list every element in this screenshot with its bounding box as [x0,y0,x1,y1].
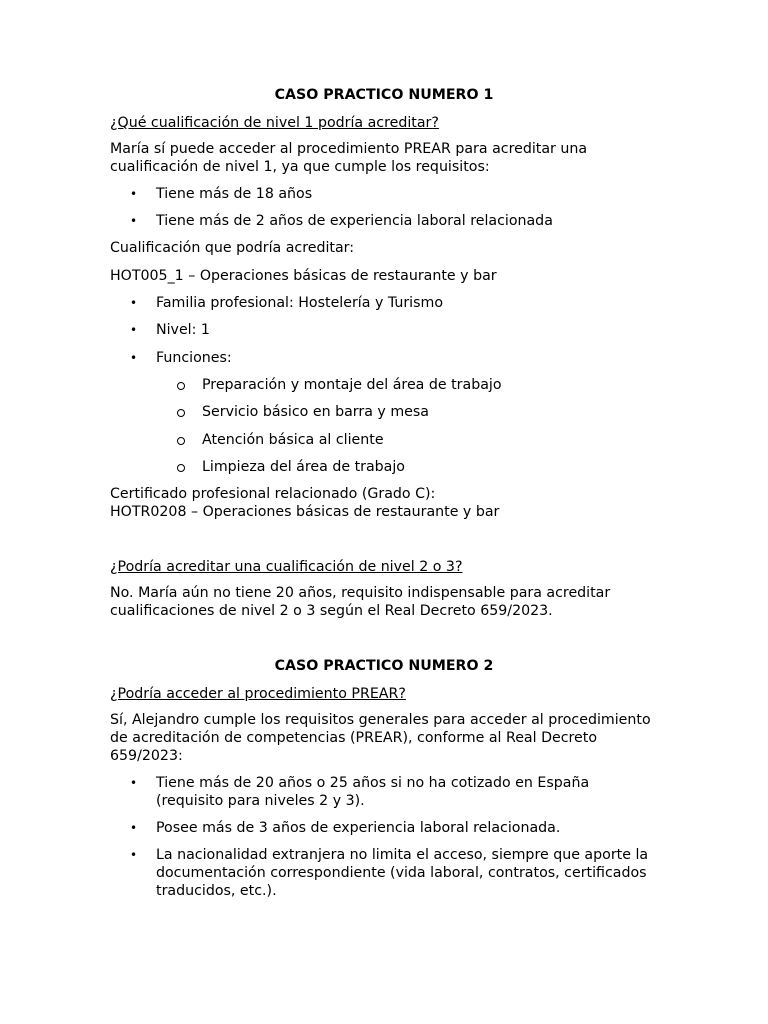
case1-function: Atención básica al cliente [202,432,384,448]
bullet-icon: • [130,323,138,337]
case1-detail: Nivel: 1 [156,322,210,338]
circle-bullet-icon [177,464,185,472]
case1-function: Servicio básico en barra y mesa [202,404,429,420]
case1-detail: Familia profesional: Hostelería y Turismo [156,295,444,311]
case1-function: Limpieza del área de trabajo [202,459,405,475]
case1-question-1: ¿Qué cualificación de nivel 1 podría acreditar? [110,115,439,131]
case2-requirement: La nacionalidad extranjera no limita el acceso, siempre que aporte la documentación correspondiente (vida laboral, contratos, certificados traducidos, etc.). [156,847,649,899]
case1-title: CASO PRACTICO NUMERO 1 [274,87,494,103]
case1-question-2: ¿Podría acreditar una cualificación de nivel 2 o 3? [110,559,463,575]
bullet-icon: • [130,351,138,365]
case1-function: Preparación y montaje del área de trabajo [202,377,502,393]
case2-requirement: Posee más de 3 años de experiencia laboral relacionada. [156,820,561,836]
bullet-icon: • [130,848,138,862]
bullet-icon: • [130,776,138,790]
bullet-icon: • [130,296,138,310]
bullet-icon: • [130,214,138,228]
case1-certificate-code: HOTR0208 – Operaciones básicas de restaurante y bar [110,504,500,520]
circle-bullet-icon [177,437,185,445]
case1-requirement: Tiene más de 18 años [156,186,313,202]
case2-question-1: ¿Podría acceder al procedimiento PREAR? [110,686,406,702]
case2-requirement: Tiene más de 20 años o 25 años si no ha cotizado en España (requisito para niveles 2 y 3). [156,775,590,809]
case2-intro: Sí, Alejandro cumple los requisitos generales para acceder al procedimiento de acreditación de competencias (PREAR), conforme al Real Decreto 659/2023: [110,712,651,764]
case1-requirement: Tiene más de 2 años de experiencia laboral relacionada [156,213,553,229]
case1-detail: Funciones: [156,350,232,366]
bullet-icon: • [130,821,138,835]
case1-answer-2: No. María aún no tiene 20 años, requisito indispensable para acreditar cualificaciones de nivel 2 o 3 según el Real Decreto 659/2023. [110,585,611,619]
circle-bullet-icon [177,409,185,417]
case1-intro: María sí puede acceder al procedimiento PREAR para acreditar una cualificación de nivel 1, ya que cumple los requisitos: [110,141,588,175]
circle-bullet-icon [177,382,185,390]
bullet-icon: • [130,187,138,201]
case1-certificate-label: Certificado profesional relacionado (Grado C): [110,486,436,502]
case2-title: CASO PRACTICO NUMERO 2 [274,658,494,674]
case1-qualification-code: HOT005_1 – Operaciones básicas de restaurante y bar [110,268,497,284]
case1-qualification-label: Cualificación que podría acreditar: [110,240,355,256]
